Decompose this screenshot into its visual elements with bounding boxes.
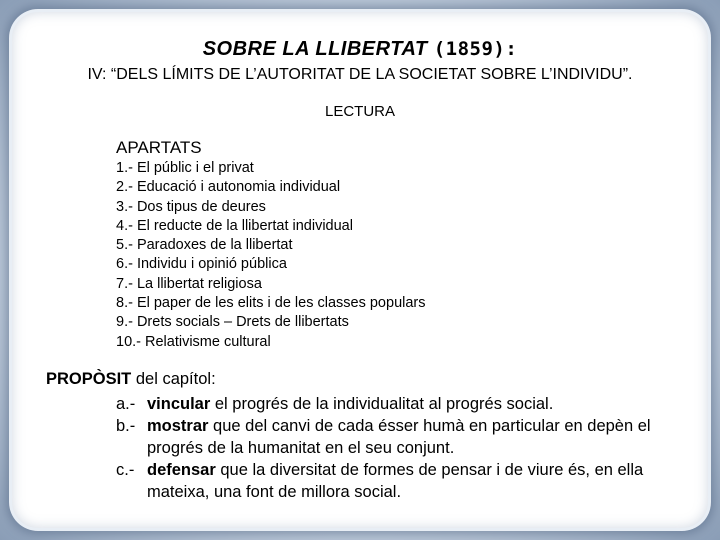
- apartat-item: 7.- La llibertat religiosa: [116, 275, 262, 292]
- item-verb: defensar: [147, 461, 216, 479]
- page-title: [0, 38, 720, 61]
- apartat-item: 9.- Drets socials – Drets de llibertats: [116, 314, 349, 331]
- item-marker: c.-: [116, 461, 135, 479]
- proposit-item-a: [116, 393, 676, 415]
- proposit-items: [116, 393, 676, 503]
- proposit-rest: del capítol:: [131, 370, 216, 388]
- proposit-item-c: [116, 459, 676, 503]
- proposit-heading: [46, 370, 216, 389]
- apartat-item: 2.- Educació i autonomia individual: [116, 179, 341, 196]
- apartat-item: 10.- Relativisme cultural: [116, 333, 271, 350]
- item-text: que del canvi de cada ésser humà en particular en depèn el progrés de la humanitat en el seu conjunt.: [147, 417, 651, 457]
- item-marker: b.-: [116, 417, 136, 435]
- apartat-item: 3.- Dos tipus de deures: [116, 198, 266, 215]
- item-verb: vincular: [147, 395, 211, 413]
- lectura-label: LECTURA: [324, 103, 395, 120]
- proposit-label: PROPÒSIT: [46, 370, 132, 388]
- title-year: (1859):: [433, 38, 518, 60]
- apartat-item: 1.- El públic i el privat: [116, 160, 254, 176]
- item-text: que la diversitat de formes de pensar i de viure és, en ella mateixa, una font de millora social.: [147, 461, 644, 501]
- apartat-item: 4.- El reducte de la llibertat individual: [116, 217, 353, 234]
- apartat-item: 6.- Individu i opinió pública: [116, 256, 287, 273]
- title-main: SOBRE LA LLIBERTAT: [202, 38, 428, 60]
- apartats-list: [116, 159, 426, 352]
- item-text: el progrés de la individualitat al progrés social.: [210, 395, 554, 413]
- proposit-item-b: [116, 415, 676, 459]
- apartat-item: 8.- El paper de les elits i de les classes populars: [116, 295, 426, 312]
- apartat-item: 5.- Paradoxes de la llibertat: [116, 237, 293, 254]
- item-marker: a.-: [116, 395, 136, 413]
- item-verb: mostrar: [147, 417, 209, 435]
- apartats-heading: APARTATS: [116, 138, 202, 157]
- chapter-subtitle: IV: “DELS LÍMITS DE L’AUTORITAT DE LA SOCIETAT SOBRE L’INDIVIDU”.: [87, 66, 633, 83]
